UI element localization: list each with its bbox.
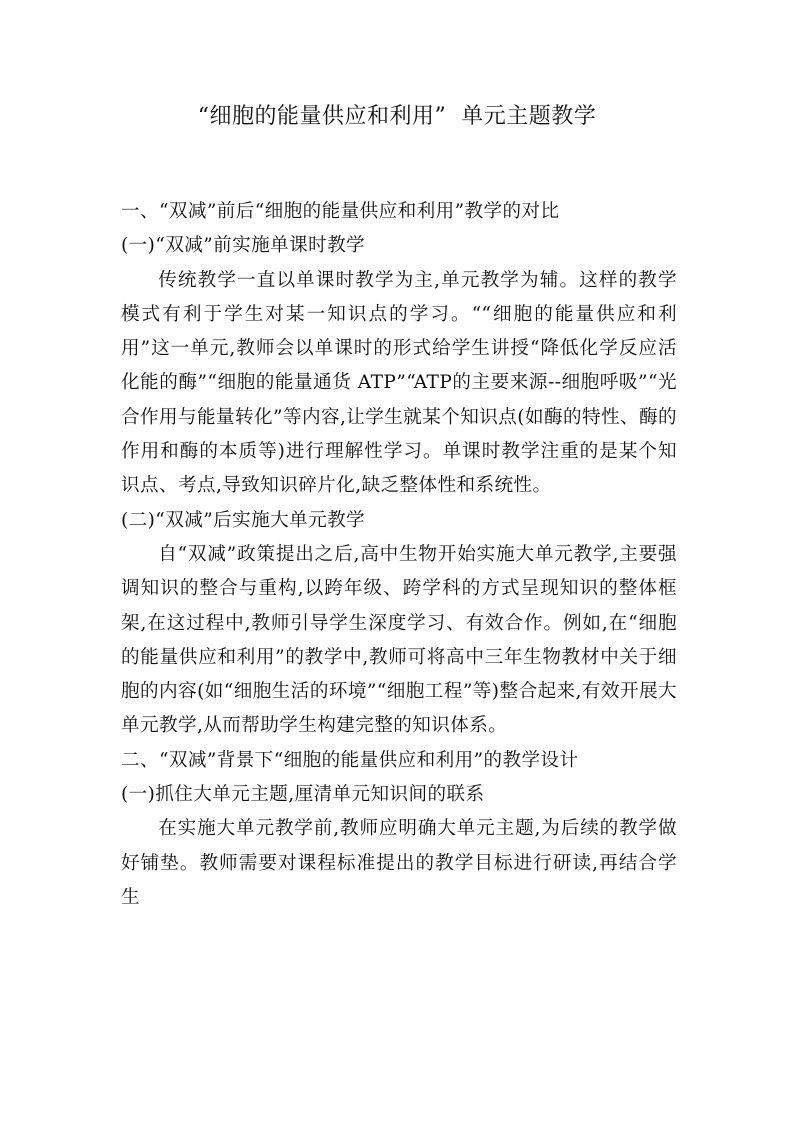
paragraph-2: 自“双减”政策提出之后,高中生物开始实施大单元教学,主要强调知识的整合与重构,以跨年级、跨学科的方式呈现知识的整体框架,在这过程中,教师引导学生深度学习、有效合作。例如,在“细胞的能量供应和利用”的教学中,教师可将高中三年生物教材中关于细胞的内容(如“细胞生活的环境”“细胞工程”等)整合起来,有效开展大单元教学,从而帮助学生构建完整的知识体系。: [121, 543, 677, 737]
section-heading-2: 二、“双减”背景下“细胞的能量供应和利用”的教学设计: [121, 749, 579, 771]
subsection-heading-2-1: (一)抓住大单元主题,厘清单元知识间的联系: [121, 784, 485, 806]
paragraph-1: 传统教学一直以单课时教学为主,单元教学为辅。这样的教学模式有利于学生对某一知识点的学习。““细胞的能量供应和利用”这一单元,教师会以单课时的形式给学生讲授“降低化学反应活化能的酶”“细胞的能量通货 ATP”“ATP的主要来源--细胞呼吸”“光合作用与能量转化”等内容,让学生就某个知识点(如酶的特性、酶的作用和酶的本质等)进行理解性学习。单课时教学注重的是某个知识点、考点,导致知识碎片化,缺乏整体性和系统性。: [121, 269, 677, 497]
subsection-heading-1-2: (二)“双减”后实施大单元教学: [121, 509, 366, 531]
document-body: [121, 195, 677, 915]
paragraph-3: 在实施大单元教学前,教师应明确大单元主题,为后续的教学做好铺垫。教师需要对课程标准提出的教学目标进行研读,再结合学生: [121, 818, 677, 908]
section-heading-1: 一、“双减”前后“细胞的能量供应和利用”教学的对比: [121, 201, 560, 222]
document-title: “细胞的能量供应和利用” 单元主题教学: [197, 104, 597, 129]
subsection-heading-1-1: (一)“双减”前实施单课时教学: [121, 235, 366, 257]
